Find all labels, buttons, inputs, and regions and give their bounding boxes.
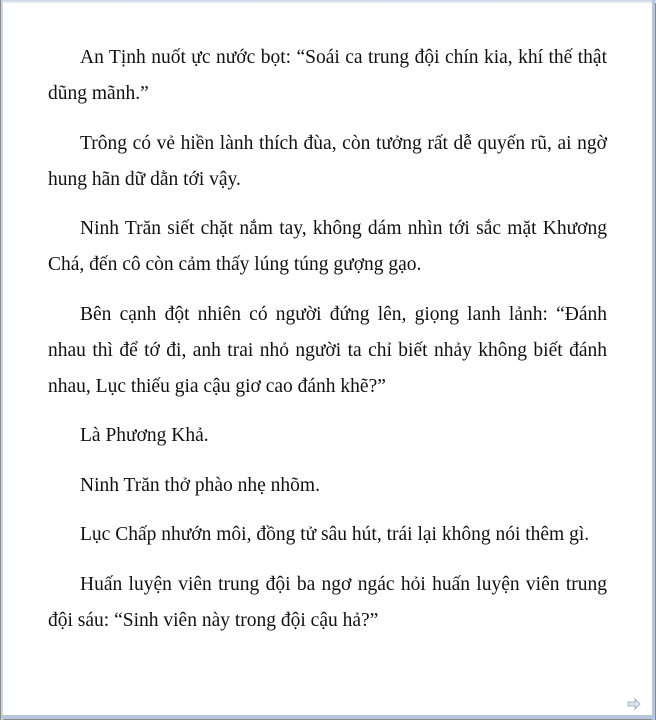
paragraph-2: Trông có vẻ hiền lành thích đùa, còn tưởng rất dễ quyến rũ, ai ngờ hung hãn dữ dằn tới vậy.: [48, 132, 607, 190]
window-frame-top: [1, 0, 656, 3]
paragraph-1: An Tịnh nuốt ực nước bọt: “Soái ca trung đội chín kia, khí thế thật dũng mãnh.”: [48, 47, 607, 104]
paragraph-4: Bên cạnh đột nhiên có người đứng lên, giọng lanh lảnh: “Đánh nhau thì để tớ đi, anh trai nhỏ người ta chỉ biết nhảy không biết đánh nhau, Lục thiếu gia cậu giơ cao đánh khẽ?”: [48, 303, 607, 397]
resize-grip-icon[interactable]: [627, 698, 641, 710]
paragraph-5: Là Phương Khả.: [80, 425, 209, 446]
window-frame-bottom: [1, 715, 655, 719]
window-frame-left: [1, 0, 3, 720]
paragraph-7: Lục Chấp nhướn môi, đồng tử sâu hút, trái lại không nói thêm gì.: [80, 524, 590, 545]
document-page[interactable]: [48, 40, 607, 652]
window-frame-right: [652, 0, 655, 720]
paragraph-3: Ninh Trăn siết chặt nắm tay, không dám nhìn tới sắc mặt Khương Chá, đến cô còn cảm thấy lúng túng gượng gạo.: [48, 218, 607, 275]
paragraph-8: Huấn luyện viên trung đội ba ngơ ngác hỏi huấn luyện viên trung đội sáu: “Sinh viên này trong đội cậu hả?”: [48, 573, 607, 631]
paragraph-6: Ninh Trăn thở phào nhẹ nhõm.: [80, 474, 320, 496]
